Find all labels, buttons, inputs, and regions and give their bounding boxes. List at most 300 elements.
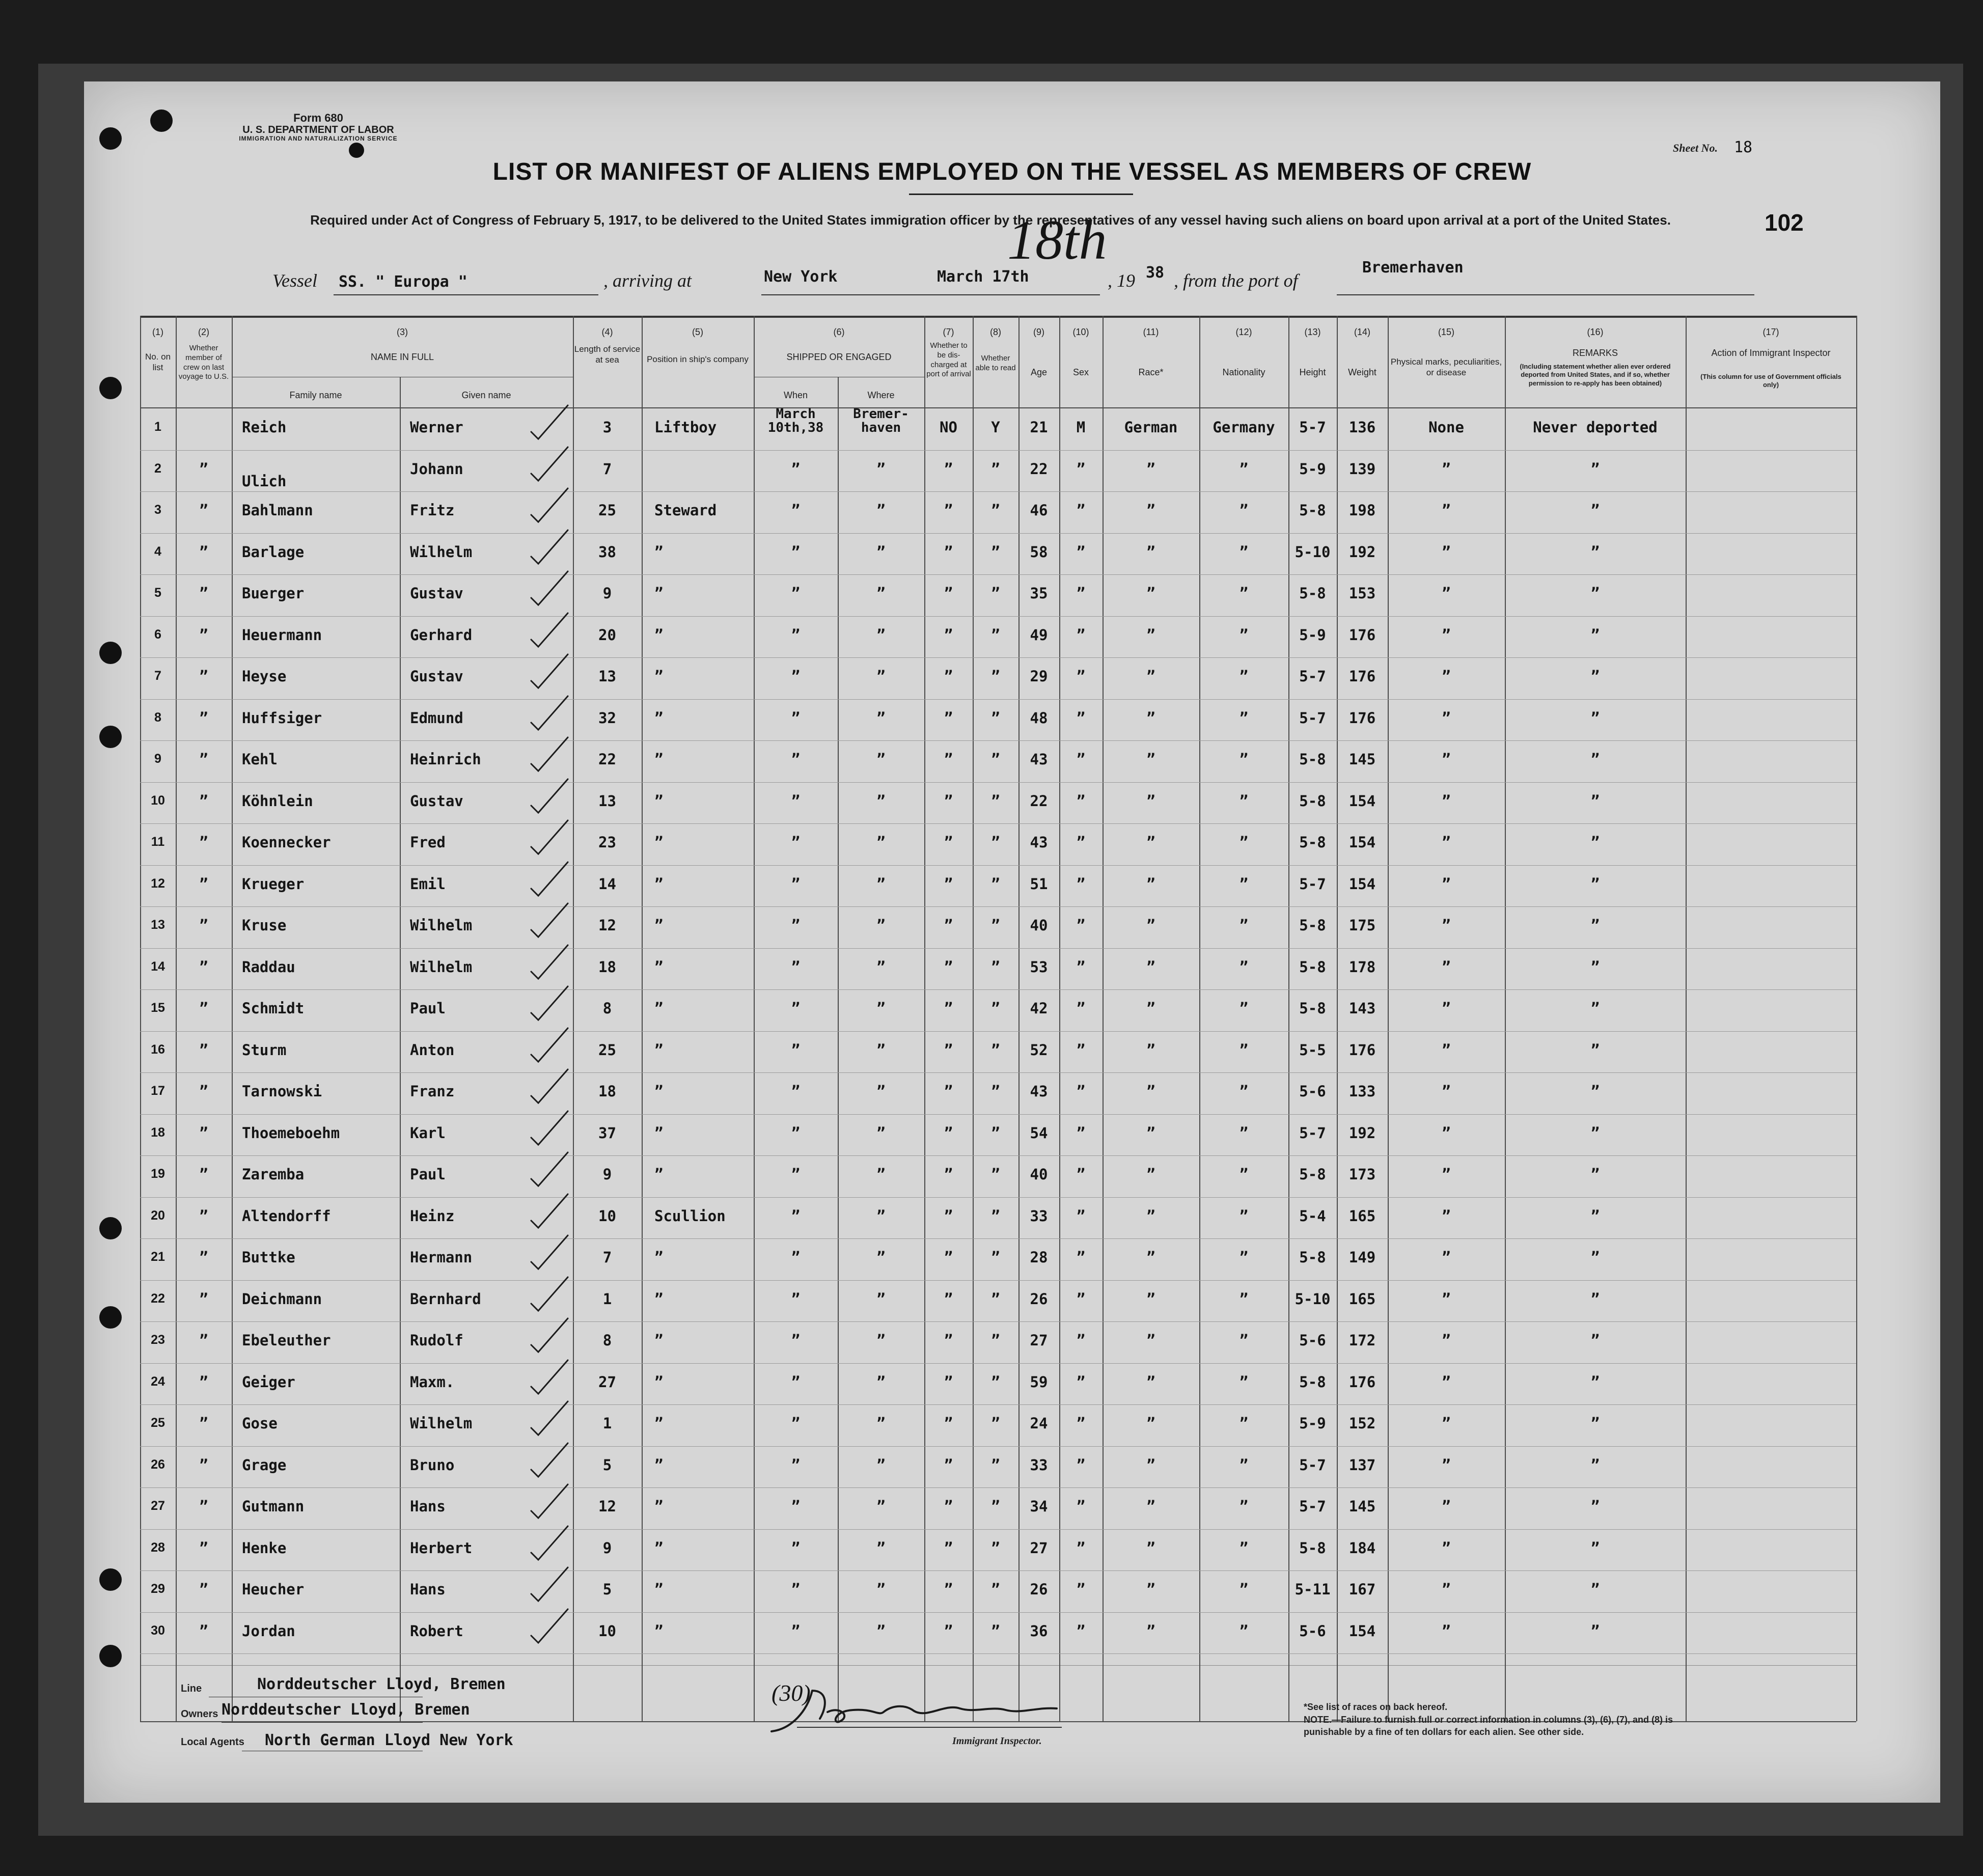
cell-read: ”	[991, 1622, 1000, 1640]
cell-discharged: ”	[944, 792, 953, 810]
cell-read: ”	[991, 1415, 1000, 1432]
cell-given: Maxm.	[410, 1373, 455, 1391]
cell-weight: 176	[1348, 1373, 1376, 1391]
check-icon	[527, 1440, 573, 1481]
cell-when: ”	[791, 502, 801, 519]
cell-sex: ”	[1076, 709, 1086, 727]
cell-family: Tarnowski	[242, 1083, 322, 1100]
cell-sex: ”	[1076, 1249, 1086, 1266]
cell-member: ”	[199, 1332, 208, 1349]
cell-service: 10	[598, 1207, 616, 1225]
cell-family: Gutmann	[242, 1498, 305, 1515]
cell-given: Bernhard	[410, 1290, 481, 1308]
cell-member: ”	[199, 1415, 208, 1432]
cell-service: 25	[598, 1041, 616, 1059]
cell-discharged: ”	[944, 958, 953, 976]
table-row	[140, 454, 1856, 496]
col-num-4: (4)	[601, 327, 613, 337]
cell-race: ”	[1146, 751, 1155, 768]
cell-age: 49	[1030, 626, 1048, 644]
cell-sex: ”	[1076, 1373, 1086, 1391]
cell-position: ”	[654, 1498, 664, 1515]
departure-port: Bremerhaven	[1362, 259, 1464, 277]
check-icon	[527, 444, 573, 485]
cell-service: 23	[598, 834, 616, 851]
cell-read: ”	[991, 1000, 1000, 1017]
page-number: 102	[1765, 209, 1804, 236]
vessel-underline	[334, 294, 598, 295]
cell-family: Jordan	[242, 1622, 295, 1640]
cell-remarks: ”	[1590, 1041, 1600, 1059]
cell-read: ”	[991, 1083, 1000, 1100]
cell-member: ”	[199, 751, 208, 768]
cell-family: Ulich	[242, 472, 287, 490]
cell-member: ”	[199, 792, 208, 810]
cell-height: 5-8	[1299, 751, 1326, 768]
cell-service: 20	[598, 626, 616, 644]
cell-height: 5-10	[1295, 1290, 1331, 1308]
cell-member: ”	[199, 1498, 208, 1515]
cell-race: ”	[1146, 543, 1155, 561]
cell-height: 5-11	[1295, 1581, 1331, 1598]
col-num-15: (15)	[1438, 327, 1454, 337]
table-row	[140, 1326, 1856, 1367]
cell-weight: 154	[1348, 834, 1376, 851]
cell-nationality: ”	[1239, 502, 1249, 519]
cell-where: ”	[876, 1083, 886, 1100]
cell-remarks: ”	[1590, 751, 1600, 768]
cell-member: ”	[199, 917, 208, 934]
cell-sex: ”	[1076, 1207, 1086, 1225]
cell-family: Heucher	[242, 1581, 305, 1598]
cell-sex: ”	[1076, 792, 1086, 810]
row-number: 18	[151, 1125, 165, 1140]
cell-where: ”	[876, 792, 886, 810]
punch-hole	[99, 642, 122, 664]
cell-service: 12	[598, 1498, 616, 1515]
cell-age: 48	[1030, 709, 1048, 727]
cell-age: 43	[1030, 834, 1048, 851]
cell-race: ”	[1146, 1539, 1155, 1557]
cell-age: 46	[1030, 502, 1048, 519]
cell-race: ”	[1146, 1581, 1155, 1598]
cell-physical: ”	[1442, 1539, 1451, 1557]
cell-height: 5-10	[1295, 543, 1331, 561]
check-icon	[527, 610, 573, 651]
cell-weight: 154	[1348, 875, 1376, 893]
header-name-in-full: NAME IN FULL	[370, 352, 434, 362]
cell-where: ”	[876, 1124, 886, 1142]
row-number: 23	[151, 1333, 165, 1347]
cell-read: ”	[991, 502, 1000, 519]
cell-remarks: ”	[1590, 1124, 1600, 1142]
cell-family: Zaremba	[242, 1166, 305, 1183]
cell-discharged: ”	[944, 917, 953, 934]
cell-race: ”	[1146, 502, 1155, 519]
cell-member: ”	[199, 1207, 208, 1225]
cell-discharged: ”	[944, 1456, 953, 1474]
col-num-2: (2)	[198, 327, 209, 337]
races-note: *See list of races on back hereof.	[1304, 1702, 1448, 1712]
cell-age: 33	[1030, 1207, 1048, 1225]
row-number: 22	[151, 1291, 165, 1306]
cell-discharged: ”	[944, 875, 953, 893]
cell-physical: ”	[1442, 1415, 1451, 1432]
cell-family: Kruse	[242, 917, 287, 934]
cell-nationality: ”	[1239, 834, 1249, 851]
cell-physical: ”	[1442, 1083, 1451, 1100]
cell-when: ”	[791, 1456, 801, 1474]
cell-family: Ebeleuther	[242, 1332, 331, 1349]
cell-position: ”	[654, 1622, 664, 1640]
manifest-page	[84, 81, 1940, 1803]
cell-race: ”	[1146, 1000, 1155, 1017]
cell-discharged: ”	[944, 1373, 953, 1391]
cell-read: ”	[991, 1373, 1000, 1391]
cell-given: Hans	[410, 1581, 446, 1598]
check-icon	[527, 527, 573, 568]
cell-when: ”	[791, 834, 801, 851]
cell-service: 9	[602, 585, 612, 602]
cell-nationality: ”	[1239, 1290, 1249, 1308]
table-row	[140, 1533, 1856, 1575]
col-num-1: (1)	[152, 327, 163, 337]
table-row	[140, 911, 1856, 952]
row-number: 20	[151, 1208, 165, 1223]
cell-age: 33	[1030, 1456, 1048, 1474]
header-no-on-list: No. on list	[145, 352, 171, 373]
check-icon	[527, 900, 573, 941]
cell-height: 5-8	[1299, 502, 1326, 519]
cell-remarks: ”	[1590, 1456, 1600, 1474]
row-number: 25	[151, 1416, 165, 1430]
cell-age: 59	[1030, 1373, 1048, 1391]
cell-race: ”	[1146, 668, 1155, 685]
cell-remarks: ”	[1590, 1415, 1600, 1432]
row-number: 5	[154, 586, 161, 600]
cell-race: ”	[1146, 1332, 1155, 1349]
cell-age: 36	[1030, 1622, 1048, 1640]
cell-when: ”	[791, 1166, 801, 1183]
cell-weight: 175	[1348, 917, 1376, 934]
row-number: 8	[154, 710, 161, 725]
cell-weight: 192	[1348, 543, 1376, 561]
title-underline	[909, 194, 1133, 195]
cell-sex: ”	[1076, 626, 1086, 644]
cell-nationality: ”	[1239, 751, 1249, 768]
cell-discharged: ”	[944, 460, 953, 478]
cell-physical: ”	[1442, 875, 1451, 893]
cell-position: ”	[654, 1290, 664, 1308]
cell-position: ”	[654, 1000, 664, 1017]
cell-remarks: ”	[1590, 958, 1600, 976]
cell-member: ”	[199, 668, 208, 685]
cell-when: ”	[791, 1581, 801, 1598]
row-number: 28	[151, 1540, 165, 1555]
cell-when: ”	[791, 1373, 801, 1391]
cell-sex: ”	[1076, 834, 1086, 851]
department-name: U. S. DEPARTMENT OF LABOR	[242, 124, 394, 136]
row-number: 4	[154, 544, 161, 559]
cell-service: 10	[598, 1622, 616, 1640]
table-row	[140, 495, 1856, 537]
cell-race: ”	[1146, 1415, 1155, 1432]
cell-nationality: ”	[1239, 1207, 1249, 1225]
cell-service: 37	[598, 1124, 616, 1142]
cell-family: Schmidt	[242, 1000, 305, 1017]
cell-given: Gustav	[410, 792, 463, 810]
cell-when: ”	[791, 460, 801, 478]
cell-race: ”	[1146, 958, 1155, 976]
cell-nationality: ”	[1239, 792, 1249, 810]
cell-age: 27	[1030, 1539, 1048, 1557]
cell-remarks: ”	[1590, 1249, 1600, 1266]
cell-read: ”	[991, 917, 1000, 934]
table-row	[140, 827, 1856, 869]
cell-physical: ”	[1442, 1290, 1451, 1308]
row-number: 21	[151, 1250, 165, 1264]
cell-where: ”	[876, 1539, 886, 1557]
cell-height: 5-8	[1299, 834, 1326, 851]
cell-sex: ”	[1076, 1456, 1086, 1474]
cell-read: ”	[991, 1539, 1000, 1557]
cell-height: 5-7	[1299, 875, 1326, 893]
cell-where: ”	[876, 1456, 886, 1474]
check-icon	[527, 693, 573, 734]
cell-age: 35	[1030, 585, 1048, 602]
cell-where: ”	[876, 502, 886, 519]
cell-service: 9	[602, 1166, 612, 1183]
cell-race: ”	[1146, 1124, 1155, 1142]
cell-when: ”	[791, 1207, 801, 1225]
cell-when: ”	[791, 1332, 801, 1349]
cell-race: ”	[1146, 1166, 1155, 1183]
row-number: 13	[151, 918, 165, 932]
cell-position: ”	[654, 834, 664, 851]
cell-read: ”	[991, 460, 1000, 478]
cell-height: 5-8	[1299, 917, 1326, 934]
cell-when: ”	[791, 626, 801, 644]
cell-position: ”	[654, 626, 664, 644]
cell-sex: ”	[1076, 502, 1086, 519]
cell-position: ”	[654, 543, 664, 561]
inspector-signature	[751, 1680, 1077, 1736]
cell-service: 5	[602, 1581, 612, 1598]
cell-service: 18	[598, 958, 616, 976]
cell-discharged: ”	[944, 585, 953, 602]
cell-physical: ”	[1442, 917, 1451, 934]
cell-position: ”	[654, 751, 664, 768]
cell-age: 27	[1030, 1332, 1048, 1349]
cell-given: Wilhelm	[410, 958, 473, 976]
column-rule	[1856, 316, 1857, 1721]
punch-hole	[99, 1645, 122, 1667]
cell-race: ”	[1146, 1498, 1155, 1515]
cell-height: 5-8	[1299, 585, 1326, 602]
cell-where: ”	[876, 543, 886, 561]
row-number: 19	[151, 1167, 165, 1181]
header-age: Age	[1030, 367, 1048, 377]
cell-height: 5-7	[1299, 1498, 1326, 1515]
cell-given: Bruno	[410, 1456, 455, 1474]
row-number: 26	[151, 1457, 165, 1472]
cell-nationality: ”	[1239, 460, 1249, 478]
cell-sex: ”	[1076, 1539, 1086, 1557]
cell-given: Herbert	[410, 1539, 473, 1557]
cell-position: ”	[654, 1332, 664, 1349]
cell-height: 5-8	[1299, 1000, 1326, 1017]
cell-sex: ”	[1076, 1290, 1086, 1308]
cell-discharged: ”	[944, 834, 953, 851]
cell-read: ”	[991, 1498, 1000, 1515]
owners-value: Norddeutscher Lloyd, Bremen	[222, 1701, 470, 1719]
cell-weight: 176	[1348, 668, 1376, 685]
cell-given: Paul	[410, 1000, 446, 1017]
cell-remarks: Never deported	[1533, 419, 1658, 436]
row-number: 27	[151, 1499, 165, 1513]
row-number: 11	[151, 835, 165, 849]
legal-note: NOTE.—Failure to furnish full or correct information in columns (3), (6), (7), and (8) is punishable by a fine of ten dollars for each alien. See other side.	[1304, 1715, 1673, 1737]
row-number: 7	[154, 669, 161, 683]
cell-position: ”	[654, 1041, 664, 1059]
check-icon	[527, 859, 573, 900]
cell-where: ”	[876, 1249, 886, 1266]
row-number: 9	[154, 752, 161, 766]
cell-height: 5-8	[1299, 1249, 1326, 1266]
header-position: Position in ship's company	[647, 354, 749, 364]
cell-height: 5-6	[1299, 1622, 1326, 1640]
cell-nationality: ”	[1239, 1166, 1249, 1183]
cell-when: ”	[791, 1539, 801, 1557]
cell-discharged: ”	[944, 1083, 953, 1100]
agents-label: Local Agents	[181, 1736, 244, 1748]
cell-where: ”	[876, 834, 886, 851]
check-icon	[527, 402, 573, 443]
cell-race: German	[1124, 419, 1178, 436]
cell-family: Huffsiger	[242, 709, 322, 727]
cell-given: Fritz	[410, 502, 455, 519]
cell-age: 54	[1030, 1124, 1048, 1142]
cell-race: ”	[1146, 1373, 1155, 1391]
cell-when: ”	[791, 875, 801, 893]
line-value: Norddeutscher Lloyd, Bremen	[257, 1675, 506, 1693]
cell-physical: ”	[1442, 1207, 1451, 1225]
cell-physical: ”	[1442, 1124, 1451, 1142]
cell-family: Kehl	[242, 751, 278, 768]
cell-physical: ”	[1442, 1581, 1451, 1598]
check-icon	[527, 1232, 573, 1273]
cell-remarks: ”	[1590, 1290, 1600, 1308]
cell-discharged: NO	[940, 419, 957, 436]
cell-sex: M	[1076, 419, 1086, 436]
cell-position: Steward	[654, 502, 717, 519]
check-icon	[527, 651, 573, 692]
cell-age: 24	[1030, 1415, 1048, 1432]
page-title: LIST OR MANIFEST OF ALIENS EMPLOYED ON THE VESSEL AS MEMBERS OF CREW	[492, 158, 1532, 185]
cell-weight: 172	[1348, 1332, 1376, 1349]
cell-where: ”	[876, 1622, 886, 1640]
cell-read: ”	[991, 1290, 1000, 1308]
sheet-number: 18	[1734, 139, 1753, 156]
table-row	[140, 1201, 1856, 1243]
cell-remarks: ”	[1590, 460, 1600, 478]
cell-sex: ”	[1076, 751, 1086, 768]
cell-read: ”	[991, 1207, 1000, 1225]
table-row	[140, 1616, 1856, 1658]
row-number: 1	[154, 420, 161, 434]
cell-physical: ”	[1442, 1622, 1451, 1640]
cell-family: Krueger	[242, 875, 305, 893]
cell-when: ”	[791, 585, 801, 602]
from-port-label: , from the port of	[1174, 270, 1298, 291]
cell-when: ”	[791, 668, 801, 685]
check-icon	[527, 1066, 573, 1107]
cell-nationality: ”	[1239, 626, 1249, 644]
cell-given: Fred	[410, 834, 446, 851]
cell-read: ”	[991, 543, 1000, 561]
row-number: 2	[154, 461, 161, 476]
cell-discharged: ”	[944, 1124, 953, 1142]
cell-race: ”	[1146, 709, 1155, 727]
arrival-underline	[761, 294, 1100, 295]
cell-where: ”	[876, 668, 886, 685]
cell-member: ”	[199, 543, 208, 561]
cell-race: ”	[1146, 1290, 1155, 1308]
cell-member: ”	[199, 1166, 208, 1183]
cell-member: ”	[199, 585, 208, 602]
cell-weight: 184	[1348, 1539, 1376, 1557]
cell-height: 5-6	[1299, 1332, 1326, 1349]
cell-physical: ”	[1442, 1041, 1451, 1059]
cell-height: 5-9	[1299, 626, 1326, 644]
cell-sex: ”	[1076, 668, 1086, 685]
cell-discharged: ”	[944, 1581, 953, 1598]
cell-discharged: ”	[944, 1166, 953, 1183]
cell-position: Scullion	[654, 1207, 726, 1225]
cell-discharged: ”	[944, 626, 953, 644]
cell-member: ”	[199, 1290, 208, 1308]
cell-height: 5-8	[1299, 1373, 1326, 1391]
cell-age: 43	[1030, 1083, 1048, 1100]
cell-race: ”	[1146, 792, 1155, 810]
cell-position: Liftboy	[654, 419, 717, 436]
cell-family: Sturm	[242, 1041, 287, 1059]
header-sex: Sex	[1072, 367, 1089, 377]
cell-weight: 154	[1348, 792, 1376, 810]
cell-given: Franz	[410, 1083, 455, 1100]
cell-remarks: ”	[1590, 668, 1600, 685]
cell-weight: 133	[1348, 1083, 1376, 1100]
cell-nationality: ”	[1239, 1415, 1249, 1432]
punch-hole	[150, 109, 173, 132]
cell-weight: 152	[1348, 1415, 1376, 1432]
table-row	[140, 1409, 1856, 1450]
cell-age: 29	[1030, 668, 1048, 685]
col-num-12: (12)	[1235, 327, 1252, 337]
cell-physical: ”	[1442, 1498, 1451, 1515]
cell-given: Gustav	[410, 668, 463, 685]
cell-position: ”	[654, 668, 664, 685]
cell-nationality: Germany	[1213, 419, 1275, 436]
check-icon	[527, 1523, 573, 1564]
cell-position: ”	[654, 1456, 664, 1474]
cell-service: 7	[602, 1249, 612, 1266]
table-row	[140, 578, 1856, 620]
cell-service: 7	[602, 460, 612, 478]
form-number: Form 680	[293, 112, 343, 124]
cell-height: 5-7	[1299, 1124, 1326, 1142]
cell-family: Heyse	[242, 668, 287, 685]
